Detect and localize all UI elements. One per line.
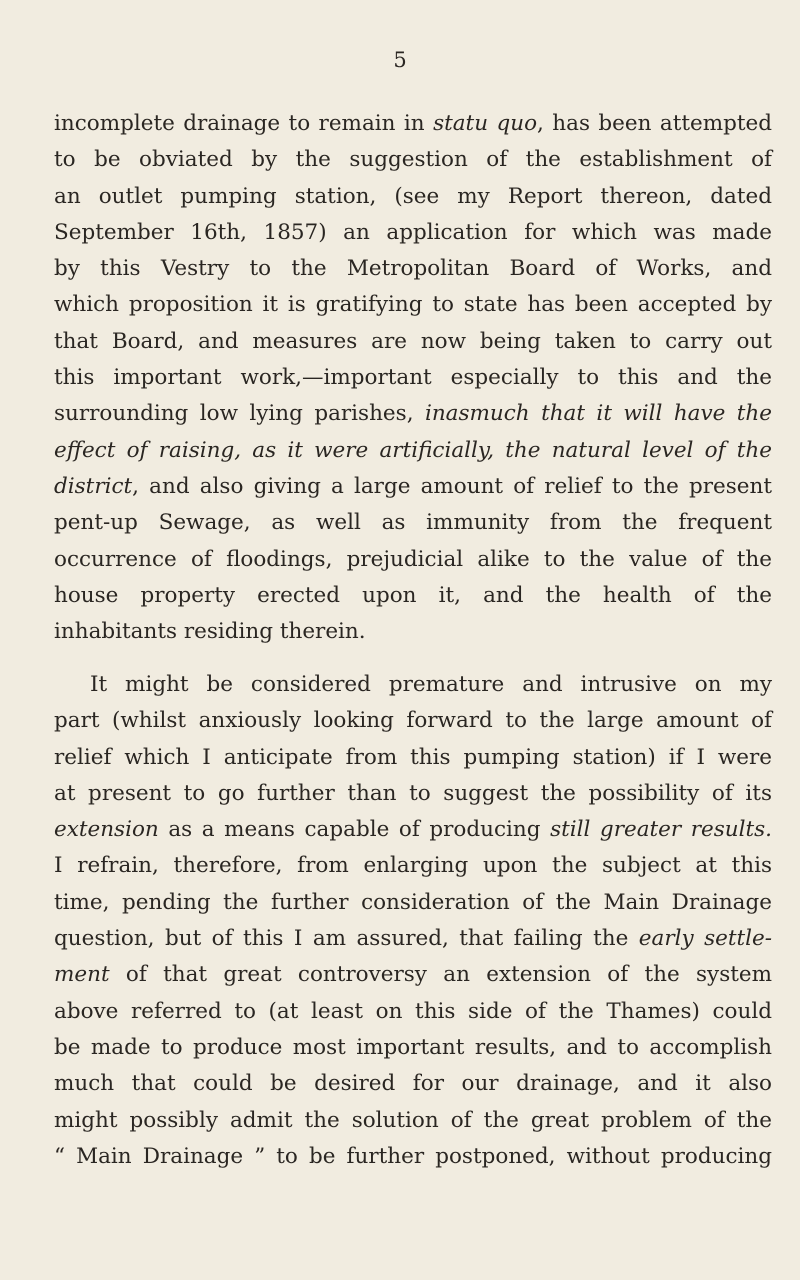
text-line: by this Vestry to the Metropolitan Board of Works, and <box>54 256 772 282</box>
text-line: above referred to (at least on this side of the Thames) could <box>54 998 772 1024</box>
text-line: house property erected upon it, and the health of the <box>54 582 772 608</box>
text-line: district, and also giving a large amount of relief to the present <box>54 473 772 499</box>
italic-phrase: inasmuch that it will have the <box>424 401 772 427</box>
text-line: at present to go further than to suggest the possibility of its <box>54 780 772 806</box>
italic-phrase: district <box>54 473 133 499</box>
paragraph-1 <box>54 106 772 650</box>
text-line: this important work,—important especially to this and the <box>54 365 772 391</box>
text-line: incomplete drainage to remain in statu quo, has been attempted <box>54 111 772 136</box>
text-line: be made to produce most important results, and to accomplish <box>54 1034 772 1060</box>
italic-phrase: effect of raising, as it were artificially, the natural level of the <box>54 437 772 463</box>
text-line: inhabitants residing therein. <box>54 619 366 645</box>
italic-phrase: still greater results. <box>550 817 772 843</box>
italic-phrase: statu quo <box>433 111 538 136</box>
text-line: much that could be desired for our drainage, and it also <box>54 1071 772 1097</box>
text-line: an outlet pumping station, (see my Report thereon, dated <box>54 183 772 209</box>
text-line: question, but of this I am assured, that failing the early settle- <box>54 926 772 952</box>
text-line: which proposition it is gratifying to state has been accepted by <box>54 292 772 318</box>
text-line: part (whilst anxiously looking forward to the large amount of <box>54 708 772 734</box>
page-number: 5 <box>393 48 407 72</box>
paragraph-2 <box>54 667 772 1175</box>
text-line: pent-up Sewage, as well as immunity from the frequent <box>54 510 772 536</box>
text-line: ment of that great controversy an extension of the system <box>54 962 772 988</box>
text-line: time, pending the further consideration of the Main Drainage <box>54 889 772 915</box>
text-line: might possibly admit the solution of the great problem of the <box>54 1107 772 1133</box>
text-line: It might be considered premature and intrusive on my <box>90 672 772 697</box>
text-line: surrounding low lying parishes, inasmuch that it will have the <box>54 401 772 427</box>
italic-phrase: extension <box>54 817 159 843</box>
text-line: that Board, and measures are now being taken to carry out <box>54 328 772 354</box>
text-line <box>54 433 772 469</box>
text-line: relief which I anticipate from this pumping station) if I were <box>54 744 772 770</box>
text-line: “ Main Drainage ” to be further postponed, without producing <box>54 1143 772 1169</box>
text-line: extension as a means capable of producing still greater results. <box>54 817 772 843</box>
italic-phrase: early settle- <box>638 926 772 952</box>
text-line: September 16th, 1857) an application for which was made <box>54 219 772 245</box>
text-line: to be obviated by the suggestion of the establishment of <box>54 147 772 173</box>
italic-phrase: ment <box>54 962 110 988</box>
text-line: occurrence of floodings, prejudicial alike to the value of the <box>54 546 772 572</box>
text-line: I refrain, therefore, from enlarging upon the subject at this <box>54 853 772 879</box>
